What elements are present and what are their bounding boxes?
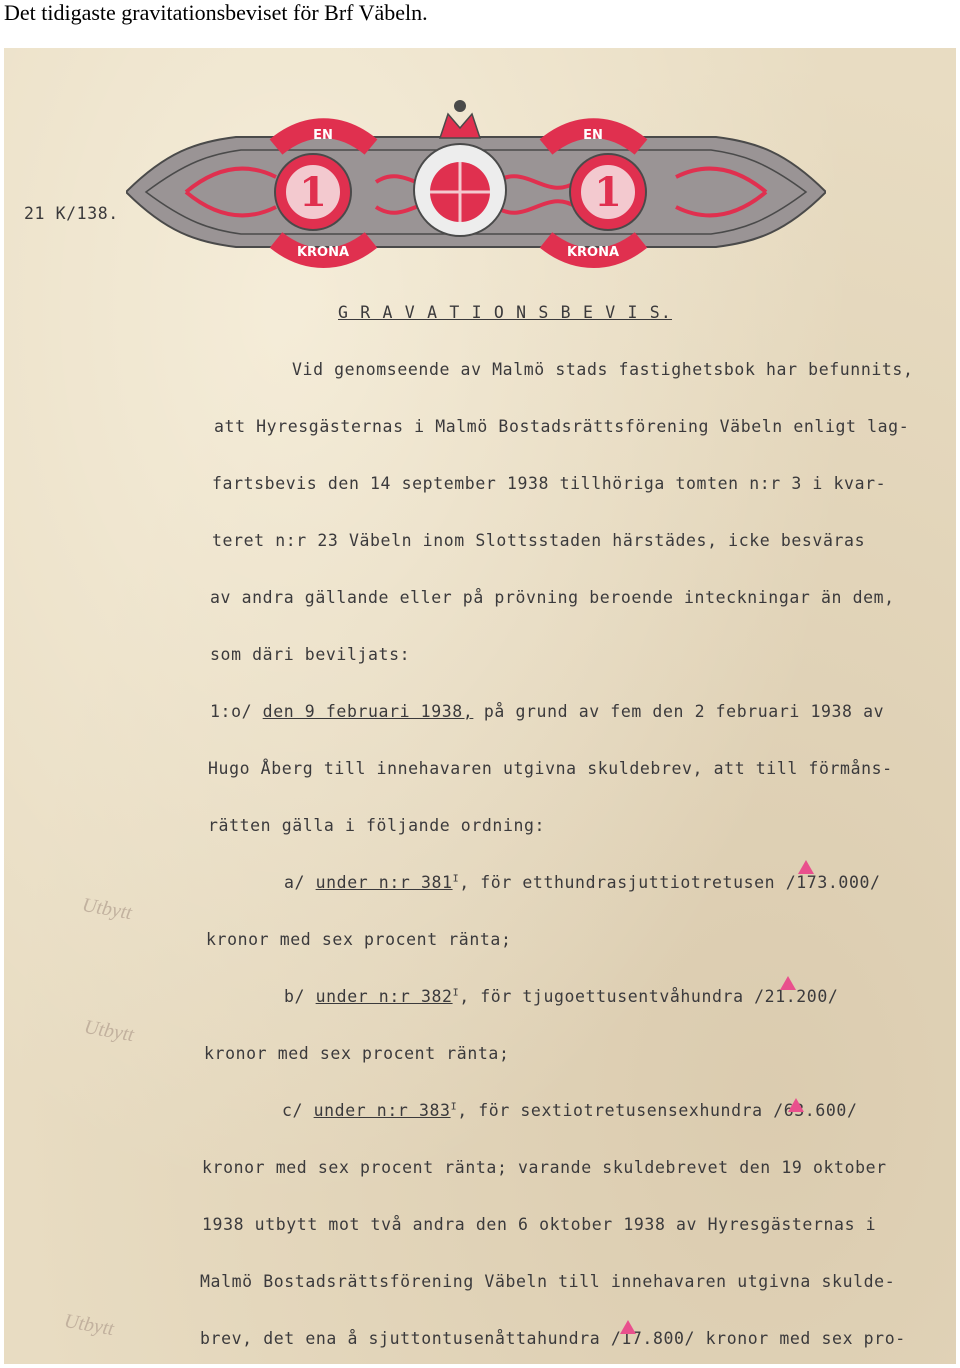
entry-b-ref: under n:r 382 [315,987,453,1006]
entry-a-continuation: kronor med sex procent ränta; [206,930,512,949]
item-1-line-2: Hugo Åberg till innehavaren utgivna skuldebrev, att till förmåns- [208,759,893,778]
body-line-2: att Hyresgästernas i Malmö Bostadsrättsförening Väbeln enligt lag- [214,417,910,436]
stamp-krona-left: KRONA [296,245,350,260]
item-1-line-1 [210,702,884,721]
entry-a [284,873,881,892]
tail-line-1: 1938 utbytt mot två andra den 6 oktober 1938 av Hyresgästernas i [202,1215,877,1234]
entry-a-prefix: a/ [284,873,316,892]
entry-c-continuation: kronor med sex procent ränta; varande skuldebrevet den 19 oktober [202,1158,887,1177]
entry-a-text: , för etthundrasjuttiotretusen /173.000/ [459,873,881,892]
stamp-numeral-left: 1 [299,169,327,216]
body-line-6: som däri beviljats: [210,645,411,664]
document-reference: 21 K/138. [24,204,119,223]
item-1-line-3: rätten gälla i följande ordning: [208,816,546,835]
stamp-krona-right: KRONA [566,245,620,260]
entry-b-prefix: b/ [284,987,316,1006]
tail-line-2: Malmö Bostadsrättsförening Väbeln till innehavaren utgivna skulde- [200,1272,896,1291]
stamp-numeral-right: 1 [594,169,622,216]
entry-a-ref: under n:r 381 [315,873,453,892]
pink-triangle-mark [620,1320,636,1334]
item-1-rest: på grund av fem den 2 februari 1938 av [473,702,885,721]
stamp-en-left: EN [313,128,333,143]
pink-triangle-mark [798,860,814,874]
entry-a-sup: I [452,873,460,885]
item-1-date: den 9 februari 1938, [262,702,474,721]
tail-line-3: brev, det ena å sjuttontusenåttahundra /17.800/ kronor med sex pro- [200,1329,906,1348]
body-line-1: Vid genomseende av Malmö stads fastighetsbok har befunnits, [292,360,914,379]
entry-c-prefix: c/ [282,1101,314,1120]
entry-b-continuation: kronor med sex procent ränta; [204,1044,510,1063]
revenue-stamp [126,92,826,278]
entry-b-text: , för tjugoettusentvåhundra /21.200/ [459,987,839,1006]
entry-c-ref: under n:r 383 [313,1101,451,1120]
stamp-en-right: EN [583,128,603,143]
pink-triangle-mark [788,1098,804,1112]
body-line-5: av andra gällande eller på prövning beroende inteckningar än dem, [210,588,895,607]
pencil-note: Utbytt [62,1309,116,1341]
body-line-3: fartsbevis den 14 september 1938 tillhöriga tomten n:r 3 i kvar- [212,474,887,493]
entry-c-text: , för sextiotretusensexhundra /63.600/ [457,1101,858,1120]
body-line-4: teret n:r 23 Väbeln inom Slottsstaden härstädes, icke besväras [212,531,866,550]
pink-triangle-mark [780,976,796,990]
pencil-note: Utbytt [80,893,134,925]
entry-b-sup: I [452,987,460,999]
document-paper [4,48,956,1364]
entry-b [284,987,838,1006]
document-title: G R A V A T I O N S B E V I S. [338,303,673,322]
pencil-note: Utbytt [82,1015,136,1047]
page-caption: Det tidigaste gravitationsbeviset för Brf Väbeln. [4,0,428,25]
entry-c [282,1101,857,1120]
entry-c-sup: I [450,1101,458,1113]
item-1-lead: 1:o/ [210,702,263,721]
